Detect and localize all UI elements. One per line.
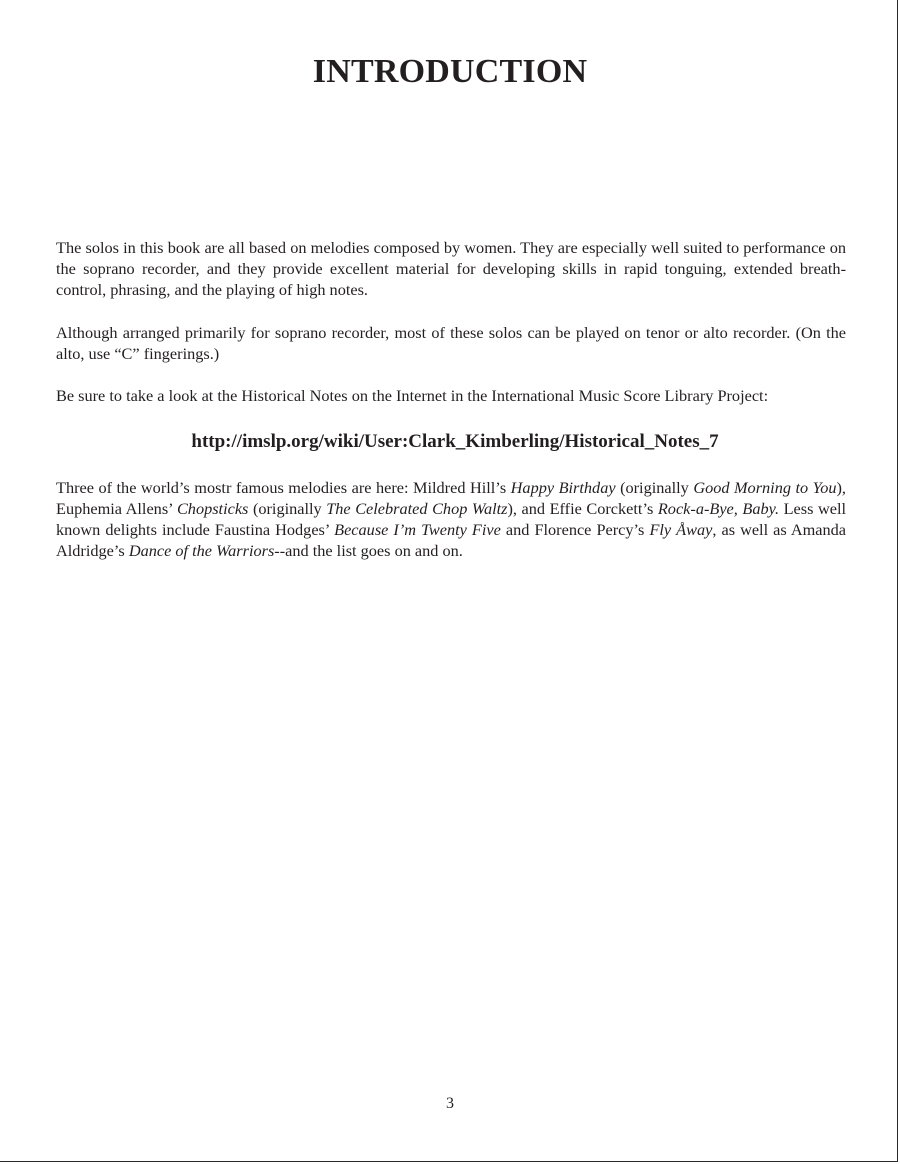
song-title-rock-a-bye: Rock-a-Bye, Baby.: [657, 499, 780, 518]
paragraph-text: ), and Effie Corckett’s: [507, 499, 658, 518]
paragraph-text: ), Euphemia Allens’: [56, 478, 846, 518]
historical-notes-url: http://imslp.org/wiki/User:Clark_Kimberling/Historical_Notes_7: [191, 431, 719, 452]
paragraph-text: and Florence Percy’s: [500, 520, 650, 539]
page-number: 3: [446, 1095, 454, 1112]
intro-paragraph-3: Be sure to take a look at the Historical Notes on the Internet in the International Music Score Library Project:: [56, 386, 769, 405]
song-title-chopsticks: Chopsticks: [176, 499, 249, 518]
song-title-happy-birthday: Happy Birthday: [510, 478, 616, 497]
song-title-good-morning: Good Morning to You: [693, 478, 837, 497]
song-title-chop-waltz: The Celebrated Chop Waltz: [326, 499, 508, 518]
song-title-twenty-five: Because I’m Twenty Five: [334, 520, 501, 539]
paragraph-text: Three of the world’s mostr famous melodies are here: Mildred Hill’s: [56, 478, 511, 497]
intro-paragraph-1: The solos in this book are all based on melodies composed by women. They are especially well suited to performance on the soprano recorder, and they provide excellent material for developing skills in rapid tonguing, extended breath-control, phrasing, and the playing of high notes.: [56, 238, 846, 299]
paragraph-text: --and the list goes on and on.: [274, 541, 463, 560]
paragraph-text: (originally: [615, 478, 694, 497]
song-title-dance-warriors: Dance of the Warriors: [128, 541, 275, 560]
intro-paragraph-4: [56, 477, 846, 561]
paragraph-text: , as well as Amanda Aldridge’s: [56, 520, 847, 560]
paragraph-text: (originally: [248, 499, 327, 518]
page-title: INTRODUCTION: [312, 53, 588, 90]
song-title-fly-away: Fly Åway: [649, 520, 713, 539]
intro-paragraph-2: Although arranged primarily for soprano recorder, most of these solos can be played on tenor or alto recorder. (On the alto, use “C” fingerings.): [56, 323, 846, 363]
paragraph-text: Less well known delights include Faustina Hodges’: [56, 499, 846, 539]
